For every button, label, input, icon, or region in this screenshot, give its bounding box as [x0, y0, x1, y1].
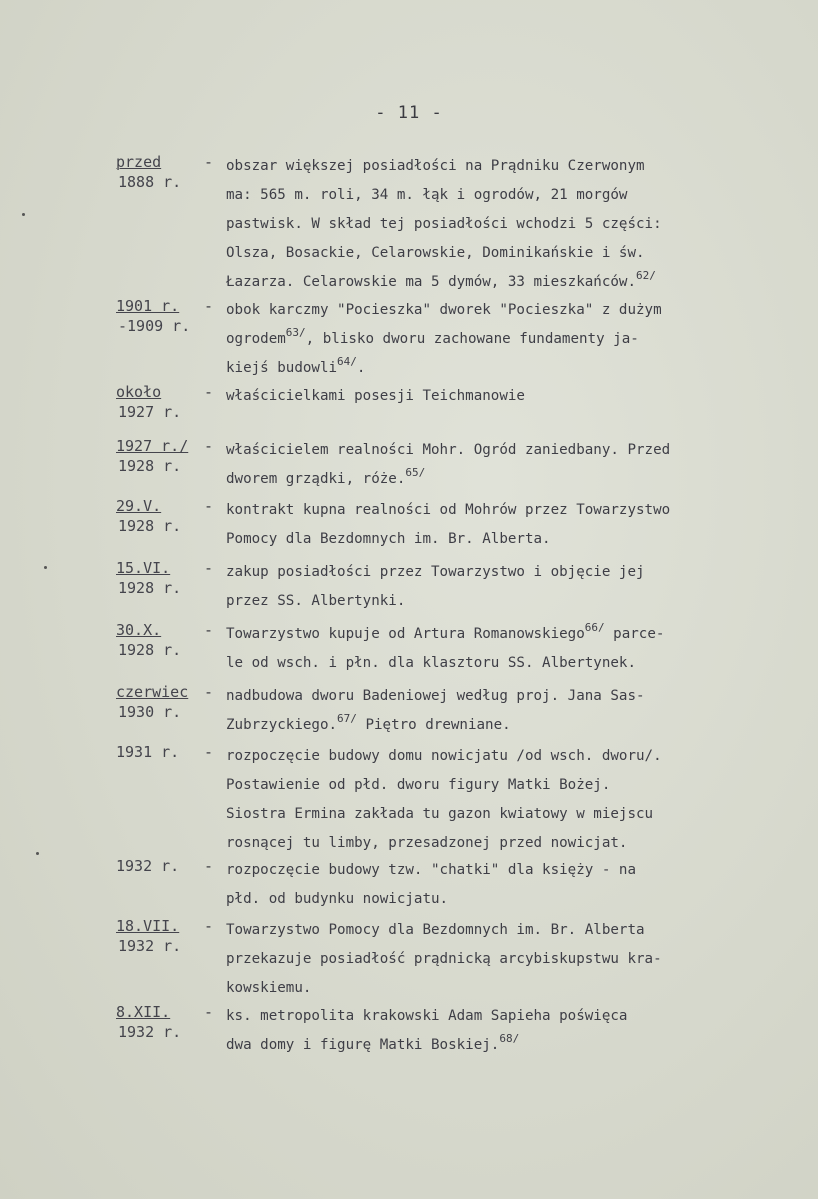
entry-date-secondary: 1928 r. [118, 579, 182, 597]
entry-date-secondary: 1932 r. [118, 937, 182, 955]
entry-date [116, 558, 208, 598]
entry-date [116, 152, 208, 192]
text-segment: Zubrzyckiego. [226, 717, 338, 733]
text-line [226, 465, 774, 494]
entry-dash: - [204, 621, 214, 639]
entry-dash: - [204, 153, 214, 171]
entry-date-primary: 1931 r. [116, 743, 180, 761]
entry-date-secondary: 1932 r. [118, 1023, 182, 1041]
text-line [226, 496, 774, 525]
entry-date [116, 496, 208, 536]
entry-text [226, 856, 774, 914]
text-segment: rosnącej tu limby, przesadzonej przed nowicjat. [226, 835, 628, 851]
text-segment: płd. od budynku nowicjatu. [226, 891, 449, 907]
text-segment: rozpoczęcie budowy tzw. "chatki" dla księży - na [226, 862, 636, 878]
text-line [226, 1002, 774, 1031]
text-segment: nadbudowa dworu Badeniowej według proj. Jana Sas- [226, 688, 645, 704]
entry-date [116, 742, 208, 762]
entry-date [116, 382, 208, 422]
entry-text [226, 1002, 774, 1060]
entry-text [226, 436, 774, 494]
text-line [226, 354, 774, 383]
entry-text [226, 558, 774, 616]
entry-date-primary: 15.VI. [116, 559, 171, 577]
entry-date-secondary: 1928 r. [118, 641, 182, 659]
entry-text [226, 742, 774, 858]
text-segment: Postawienie od płd. dworu figury Matki Bożej. [226, 777, 611, 793]
entry-date-secondary: 1927 r. [118, 403, 182, 421]
entry-dash: - [204, 437, 214, 455]
text-line [226, 945, 774, 974]
text-segment: Piętro drewniane. [356, 717, 511, 733]
text-segment: rozpoczęcie budowy domu nowicjatu /od wsch. dworu/. [226, 748, 662, 764]
text-segment: parce- [604, 626, 665, 642]
text-line [226, 711, 774, 740]
footnote-ref: 63/ [285, 326, 306, 339]
text-segment: , blisko dworu zachowane fundamenty ja- [305, 331, 639, 347]
entry-dash: - [204, 383, 214, 401]
text-segment: Siostra Ermina zakłada tu gazon kwiatowy w miejscu [226, 806, 654, 822]
footnote-ref: 68/ [499, 1032, 520, 1045]
entry-date [116, 436, 208, 476]
text-segment: właścicielkami posesji Teichmanowie [226, 388, 525, 404]
entry-text [226, 382, 774, 411]
entry-text [226, 620, 774, 678]
entry-date-primary: przed [116, 153, 162, 171]
footnote-ref: 65/ [405, 466, 426, 479]
text-line [226, 181, 774, 210]
entry-dash: - [204, 857, 214, 875]
entry-date-primary: czerwiec [116, 683, 189, 701]
text-segment: pastwisk. W skład tej posiadłości wchodzi 5 części: [226, 216, 662, 232]
entry-dash: - [204, 559, 214, 577]
entry-dash: - [204, 1003, 214, 1021]
entry-date-primary: 1901 r. [116, 297, 180, 315]
text-segment: Towarzystwo kupuje od Artura Romanowskiego [226, 626, 585, 642]
paper-speck [36, 852, 39, 855]
text-segment: obszar większej posiadłości na Prądniku Czerwonym [226, 158, 645, 174]
text-line [226, 682, 774, 711]
text-line [226, 771, 774, 800]
text-line [226, 916, 774, 945]
text-segment: Olsza, Bosackie, Celarowskie, Dominikańskie i św. [226, 245, 645, 261]
entry-date [116, 856, 208, 876]
text-line [226, 974, 774, 1003]
entry-text [226, 496, 774, 554]
text-line [226, 239, 774, 268]
footnote-ref: 67/ [337, 712, 357, 725]
text-line [226, 856, 774, 885]
entry-date [116, 620, 208, 660]
entry-dash: - [204, 917, 214, 935]
entry-dash: - [204, 297, 214, 315]
page-number: - 11 - [375, 103, 443, 123]
text-line [226, 829, 774, 858]
entry-date-secondary: 1888 r. [118, 173, 182, 191]
entry-text [226, 682, 774, 740]
entry-date-secondary: -1909 r. [118, 317, 191, 335]
footnote-ref: 64/ [337, 355, 357, 368]
entry-date-secondary: 1928 r. [118, 517, 182, 535]
paper-speck [44, 566, 47, 569]
text-segment: dwa domy i figurę Matki Boskiej. [226, 1037, 500, 1053]
text-line [226, 296, 774, 325]
entry-date-primary: 29.V. [116, 497, 162, 515]
text-line [226, 558, 774, 587]
text-line [226, 210, 774, 239]
text-segment: kowskiemu. [226, 980, 312, 996]
text-segment: kontrakt kupna realności od Mohrów przez Towarzystwo [226, 502, 671, 518]
text-line [226, 268, 774, 297]
text-segment: le od wsch. i płn. dla klasztoru SS. Albertynek. [226, 655, 636, 671]
entry-dash: - [204, 683, 214, 701]
entry-date-primary: 18.VII. [116, 917, 180, 935]
text-segment: kiejś budowli [226, 360, 338, 376]
text-line [226, 742, 774, 771]
footnote-ref: 62/ [636, 269, 656, 282]
entry-text [226, 152, 774, 297]
footnote-ref: 66/ [584, 621, 605, 634]
text-segment: ks. metropolita krakowski Adam Sapieha poświęca [226, 1008, 628, 1024]
entry-date-primary: 1927 r./ [116, 437, 189, 455]
text-segment: przez SS. Albertynki. [226, 593, 406, 609]
entry-date [116, 916, 208, 956]
text-segment: przekazuje posiadłość prądnicką arcybiskupstwu kra- [226, 951, 662, 967]
text-segment: Pomocy dla Bezdomnych im. Br. Alberta. [226, 531, 551, 547]
text-line [226, 587, 774, 616]
text-segment: . [356, 360, 366, 376]
text-line [226, 525, 774, 554]
entry-text [226, 296, 774, 383]
text-line [226, 620, 774, 649]
entry-dash: - [204, 497, 214, 515]
text-segment: ogrodem [226, 331, 286, 347]
entry-dash: - [204, 743, 214, 761]
text-line [226, 152, 774, 181]
text-line [226, 382, 774, 411]
text-segment: Towarzystwo Pomocy dla Bezdomnych im. Br. Alberta [226, 922, 645, 938]
entry-date-primary: około [116, 383, 162, 401]
text-line [226, 800, 774, 829]
text-line [226, 885, 774, 914]
entry-date [116, 296, 208, 336]
paper-speck [22, 213, 25, 216]
entry-date [116, 682, 208, 722]
entry-date-secondary: 1930 r. [118, 703, 182, 721]
entry-date [116, 1002, 208, 1042]
text-segment: właścicielem realności Mohr. Ogród zaniedbany. Przed [226, 442, 671, 458]
text-segment: ma: 565 m. roli, 34 m. łąk i ogrodów, 21 morgów [226, 187, 628, 203]
text-line [226, 649, 774, 678]
entry-date-secondary: 1928 r. [118, 457, 182, 475]
text-segment: dworem grządki, róże. [226, 471, 406, 487]
text-segment: obok karczmy "Pocieszka" dworek "Pocieszka" z dużym [226, 302, 662, 318]
entry-text [226, 916, 774, 1003]
text-line [226, 436, 774, 465]
entry-date-primary: 30.X. [116, 621, 162, 639]
entry-date-primary: 8.XII. [116, 1003, 171, 1021]
entry-date-primary: 1932 r. [116, 857, 180, 875]
text-line [226, 325, 774, 354]
text-segment: Łazarza. Celarowskie ma 5 dymów, 33 mieszkańców. [226, 274, 636, 290]
text-segment: zakup posiadłości przez Towarzystwo i objęcie jej [226, 564, 645, 580]
text-line [226, 1031, 774, 1060]
